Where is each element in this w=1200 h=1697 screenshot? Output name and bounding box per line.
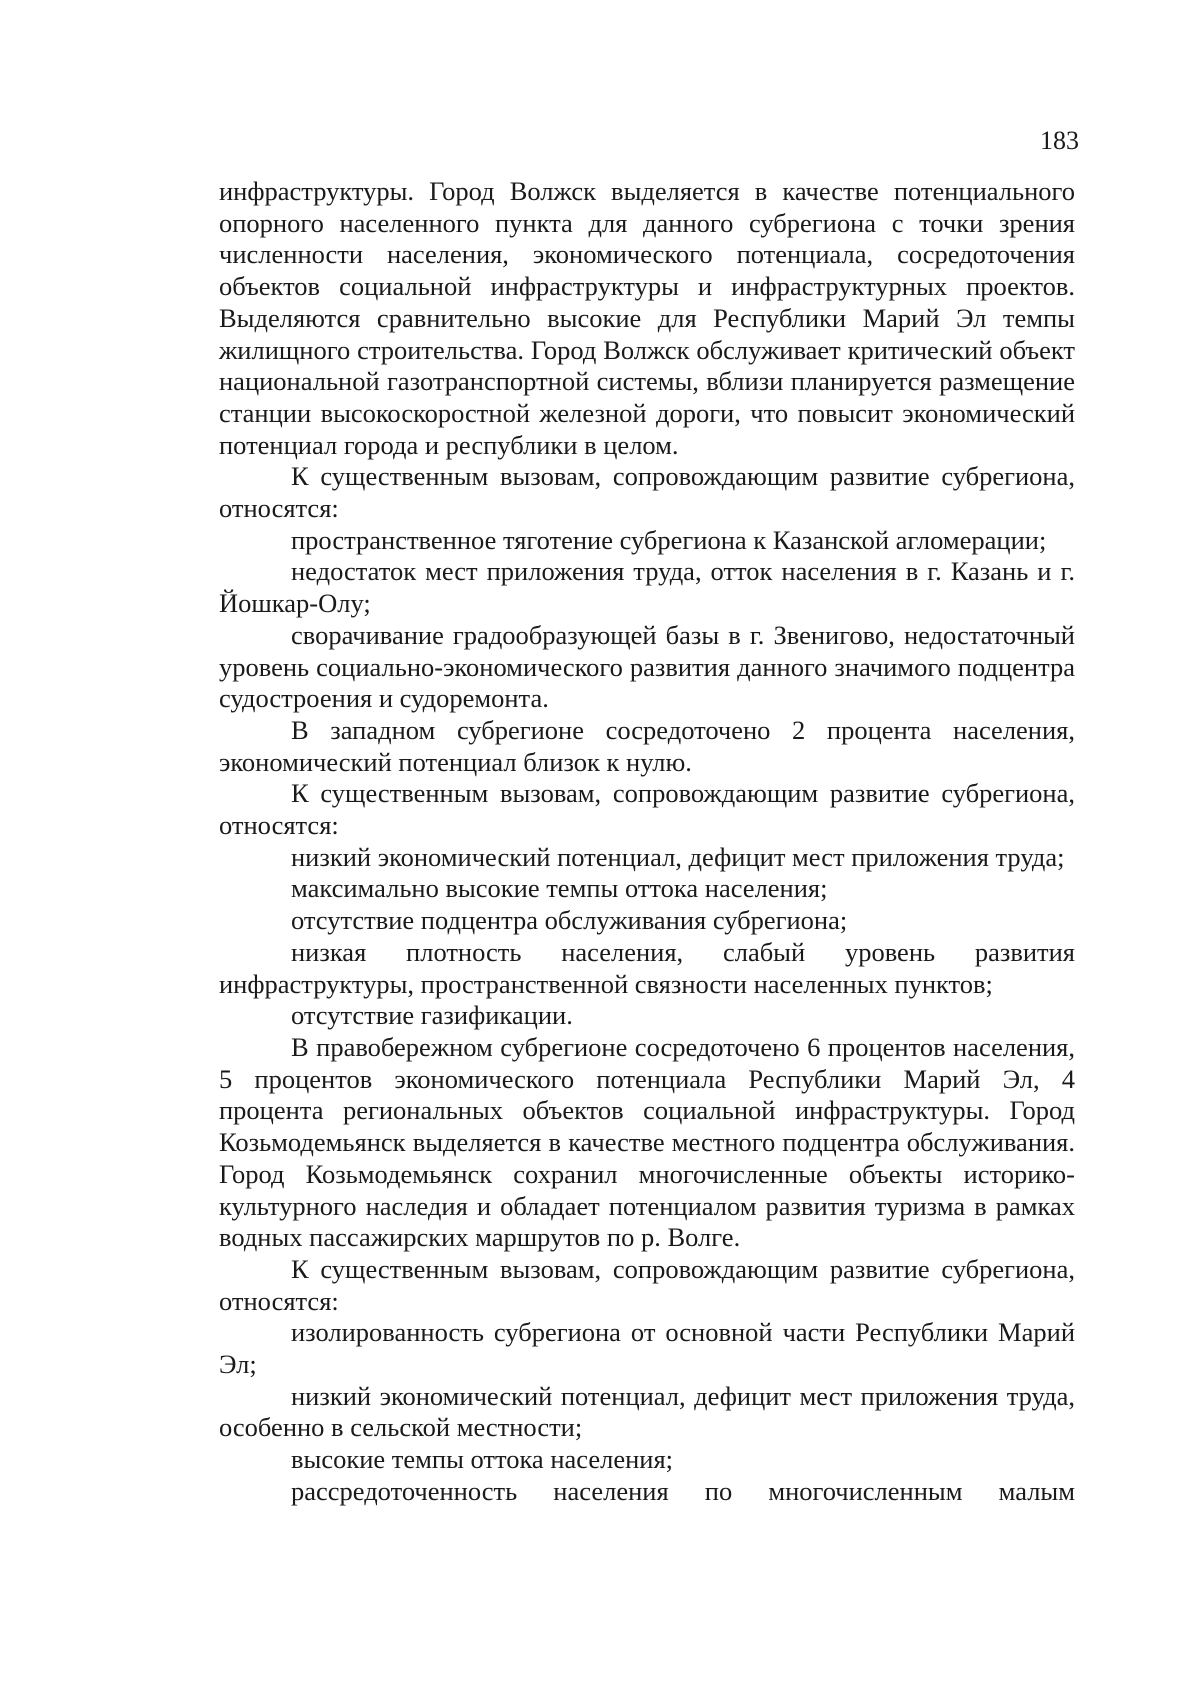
list-item: изолированность субрегиона от основной части Республики Марий Эл; <box>219 1317 1075 1380</box>
paragraph: В правобережном субрегионе сосредоточено 6 процентов населения, 5 процентов экономического потенциала Республики Марий Эл, 4 процента региональных объектов социальной инфраструктуры. Город Козьмодемьянск выделяется в качестве местного подцентра обслуживания. Город Козьмодемьянск сохранил многочисленные объекты историко-культурного наследия и обладает потенциалом развития туризма в рамках водных пассажирских маршрутов по р. Волге. <box>219 1031 1075 1253</box>
list-item: отсутствие газификации. <box>291 1000 573 1031</box>
document-body <box>219 176 1075 1508</box>
paragraph: В западном субрегионе сосредоточено 2 процента населения, экономический потенциал близок к нулю. <box>219 714 1075 777</box>
paragraph: К существенным вызовам, сопровождающим развитие субрегиона, относятся: <box>219 1253 1075 1316</box>
list-item: низкий экономический потенциал, дефицит мест приложения труда; <box>291 841 1065 872</box>
paragraph: К существенным вызовам, сопровождающим развитие субрегиона, относятся: <box>219 461 1075 524</box>
page-number: 183 <box>1040 126 1079 155</box>
paragraph-continuation: инфраструктуры. Город Волжск выделяется в качестве потенциального опорного населенного пункта для данного субрегиона с точки зрения численности населения, экономического потенциала, сосредоточения объектов социальной инфраструктуры и инфраструктурных проектов. Выделяются сравнительно высокие для Республики Марий Эл темпы жилищного строительства. Город Волжск обслуживает критический объект национальной газотранспортной системы, вблизи планируется размещение станции высокоскоростной железной дороги, что повысит экономический потенциал города и республики в целом. <box>219 176 1075 460</box>
list-item: рассредоточенность населения по многочисленным малым <box>291 1475 1075 1506</box>
list-item: недостаток мест приложения труда, отток населения в г. Казань и г. Йошкар-Олу; <box>219 556 1075 619</box>
list-item: отсутствие подцентра обслуживания субрегиона; <box>291 905 848 936</box>
list-item: максимально высокие темпы оттока населения; <box>291 873 828 904</box>
list-item: низкий экономический потенциал, дефицит мест приложения труда, особенно в сельской местности; <box>219 1380 1075 1443</box>
list-item: низкая плотность населения, слабый уровень развития инфраструктуры, пространственной связности населенных пунктов; <box>219 936 1075 999</box>
list-item: высокие темпы оттока населения; <box>291 1444 674 1475</box>
list-item: сворачивание градообразующей базы в г. Звенигово, недостаточный уровень социально-экономического развития данного значимого подцентра судостроения и судоремонта. <box>219 619 1075 714</box>
list-item: пространственное тяготение субрегиона к Казанской агломерации; <box>291 524 1047 555</box>
paragraph: К существенным вызовам, сопровождающим развитие субрегиона, относятся: <box>219 778 1075 841</box>
